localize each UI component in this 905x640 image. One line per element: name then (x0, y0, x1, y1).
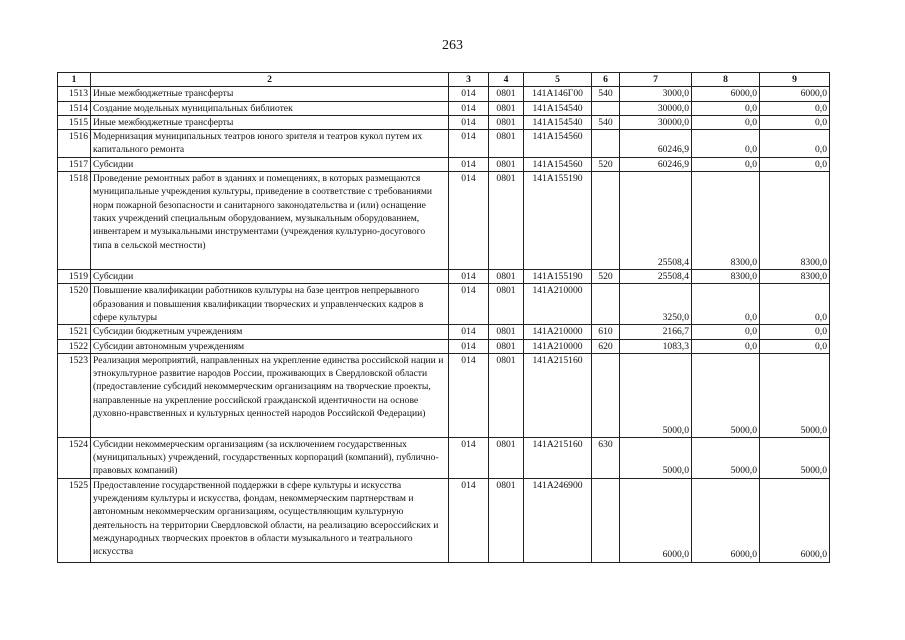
row-description: Субсидии некоммерческим организациям (за исключением государственных (муниципальных) учреждений, государственных корпораций (компаний), публично-правовых компаний) (91, 437, 449, 478)
amount-year-3: 0,0 (760, 130, 830, 158)
target-article-code: 141A154560 (524, 130, 592, 158)
column-header: 5 (524, 73, 592, 87)
row-description: Субсидии автономным учреждениям (91, 339, 449, 353)
column-header: 1 (58, 73, 91, 87)
ministry-code: 014 (449, 353, 489, 437)
section-code: 0801 (489, 130, 524, 158)
section-code: 0801 (489, 437, 524, 478)
amount-year-2: 6000,0 (692, 87, 760, 101)
ministry-code: 014 (449, 87, 489, 101)
row-description: Субсидии бюджетным учреждениям (91, 325, 449, 339)
amount-year-2: 5000,0 (692, 353, 760, 437)
section-code: 0801 (489, 87, 524, 101)
target-article-code: 141A155190 (524, 172, 592, 270)
target-article-code: 141A154540 (524, 115, 592, 129)
section-code: 0801 (489, 270, 524, 284)
amount-year-2: 6000,0 (692, 478, 760, 562)
target-article-code: 141A155190 (524, 270, 592, 284)
target-article-code: 141A210000 (524, 284, 592, 325)
amount-year-3: 0,0 (760, 284, 830, 325)
target-article-code: 141A246900 (524, 478, 592, 562)
ministry-code: 014 (449, 325, 489, 339)
row-description: Создание модельных муниципальных библиотек (91, 101, 449, 115)
section-code: 0801 (489, 478, 524, 562)
row-number: 1513 (58, 87, 91, 101)
row-number: 1515 (58, 115, 91, 129)
row-description: Модернизация муниципальных театров юного зрителя и театров кукол путем их капитального ремонта (91, 130, 449, 158)
amount-year-1: 30000,0 (620, 115, 692, 129)
section-code: 0801 (489, 353, 524, 437)
column-header: 3 (449, 73, 489, 87)
amount-year-2: 0,0 (692, 339, 760, 353)
target-article-code: 141A210000 (524, 325, 592, 339)
section-code: 0801 (489, 157, 524, 171)
row-description: Иные межбюджетные трансферты (91, 115, 449, 129)
section-code: 0801 (489, 172, 524, 270)
target-article-code: 141A154560 (524, 157, 592, 171)
table-row (58, 325, 830, 339)
column-header: 9 (760, 73, 830, 87)
row-number: 1517 (58, 157, 91, 171)
amount-year-3: 0,0 (760, 339, 830, 353)
expense-type-code (592, 101, 620, 115)
ministry-code: 014 (449, 284, 489, 325)
amount-year-3: 0,0 (760, 157, 830, 171)
expense-type-code (592, 284, 620, 325)
ministry-code: 014 (449, 339, 489, 353)
amount-year-1: 25508,4 (620, 172, 692, 270)
row-description: Иные межбюджетные трансферты (91, 87, 449, 101)
amount-year-2: 0,0 (692, 325, 760, 339)
section-code: 0801 (489, 115, 524, 129)
ministry-code: 014 (449, 172, 489, 270)
amount-year-3: 6000,0 (760, 478, 830, 562)
expense-type-code (592, 172, 620, 270)
column-header: 7 (620, 73, 692, 87)
amount-year-3: 5000,0 (760, 353, 830, 437)
expense-type-code: 520 (592, 157, 620, 171)
row-description: Реализация мероприятий, направленных на укрепление единства российской нации и этнокультурное развитие народов России, проживающих в Свердловской области (предоставление субсидий некоммерческим организациям на творческие проекты, направленные на укрепление российской гражданской идентичности на основе духовно-нравственных и культурных ценностей народов Российской Федерации) (91, 353, 449, 437)
target-article-code: 141A146Г00 (524, 87, 592, 101)
table-row (58, 101, 830, 115)
column-header: 6 (592, 73, 620, 87)
expense-type-code (592, 353, 620, 437)
ministry-code: 014 (449, 478, 489, 562)
section-code: 0801 (489, 284, 524, 325)
ministry-code: 014 (449, 115, 489, 129)
column-header: 4 (489, 73, 524, 87)
amount-year-1: 5000,0 (620, 353, 692, 437)
amount-year-2: 8300,0 (692, 270, 760, 284)
table-header-row (58, 73, 830, 87)
table-row (58, 157, 830, 171)
amount-year-2: 5000,0 (692, 437, 760, 478)
row-number: 1516 (58, 130, 91, 158)
ministry-code: 014 (449, 270, 489, 284)
expense-type-code: 630 (592, 437, 620, 478)
amount-year-3: 6000,0 (760, 87, 830, 101)
target-article-code: 141A215160 (524, 353, 592, 437)
amount-year-2: 8300,0 (692, 172, 760, 270)
amount-year-1: 3250,0 (620, 284, 692, 325)
row-number: 1514 (58, 101, 91, 115)
table-row (58, 115, 830, 129)
amount-year-2: 0,0 (692, 115, 760, 129)
row-number: 1519 (58, 270, 91, 284)
column-header: 8 (692, 73, 760, 87)
table-row (58, 339, 830, 353)
table-row (58, 87, 830, 101)
column-header: 2 (91, 73, 449, 87)
expense-type-code (592, 130, 620, 158)
ministry-code: 014 (449, 437, 489, 478)
row-description: Субсидии (91, 270, 449, 284)
amount-year-3: 0,0 (760, 115, 830, 129)
amount-year-1: 60246,9 (620, 157, 692, 171)
target-article-code: 141A210000 (524, 339, 592, 353)
amount-year-3: 5000,0 (760, 437, 830, 478)
budget-table (57, 72, 830, 563)
amount-year-2: 0,0 (692, 157, 760, 171)
row-number: 1522 (58, 339, 91, 353)
amount-year-1: 25508,4 (620, 270, 692, 284)
ministry-code: 014 (449, 157, 489, 171)
expense-type-code: 620 (592, 339, 620, 353)
row-number: 1521 (58, 325, 91, 339)
expense-type-code: 520 (592, 270, 620, 284)
target-article-code: 141A215160 (524, 437, 592, 478)
amount-year-2: 0,0 (692, 130, 760, 158)
ministry-code: 014 (449, 130, 489, 158)
target-article-code: 141A154540 (524, 101, 592, 115)
amount-year-1: 6000,0 (620, 478, 692, 562)
expense-type-code: 610 (592, 325, 620, 339)
amount-year-3: 0,0 (760, 101, 830, 115)
amount-year-1: 2166,7 (620, 325, 692, 339)
table-row (58, 270, 830, 284)
page-number: 263 (442, 38, 463, 53)
amount-year-3: 8300,0 (760, 270, 830, 284)
amount-year-1: 1083,3 (620, 339, 692, 353)
row-description: Субсидии (91, 157, 449, 171)
table-row (58, 172, 830, 270)
expense-type-code (592, 478, 620, 562)
table-row (58, 437, 830, 478)
row-number: 1523 (58, 353, 91, 437)
ministry-code: 014 (449, 101, 489, 115)
amount-year-3: 8300,0 (760, 172, 830, 270)
amount-year-2: 0,0 (692, 101, 760, 115)
row-description: Предоставление государственной поддержки в сфере культуры и искусства учреждениям культуры и искусства, фондам, некоммерческим партнерствам и автономным некоммерческим организациям, осуществляющим культурную деятельность на территории Свердловской области, на реализацию всероссийских и международных творческих проектов в области музыкального и театрального искусства (91, 478, 449, 562)
row-number: 1524 (58, 437, 91, 478)
row-description: Проведение ремонтных работ в зданиях и помещениях, в которых размещаются муниципальные учреждения культуры, приведение в соответствие с требованиями норм пожарной безопасности и санитарного законодательства и (или) оснащение таких учреждений специальным оборудованием, музыкальным оборудованием, инвентарем и музыкальными инструментами (учреждения культурно-досугового типа в сельской местности) (91, 172, 449, 270)
section-code: 0801 (489, 325, 524, 339)
row-description: Повышение квалификации работников культуры на базе центров непрерывного образования и повышения квалификации творческих и управленческих кадров в сфере культуры (91, 284, 449, 325)
amount-year-2: 0,0 (692, 284, 760, 325)
row-number: 1520 (58, 284, 91, 325)
expense-type-code: 540 (592, 87, 620, 101)
amount-year-1: 5000,0 (620, 437, 692, 478)
amount-year-3: 0,0 (760, 325, 830, 339)
table-row (58, 353, 830, 437)
amount-year-1: 60246,9 (620, 130, 692, 158)
table-row (58, 130, 830, 158)
section-code: 0801 (489, 339, 524, 353)
row-number: 1518 (58, 172, 91, 270)
table-row (58, 284, 830, 325)
section-code: 0801 (489, 101, 524, 115)
amount-year-1: 30000,0 (620, 101, 692, 115)
expense-type-code: 540 (592, 115, 620, 129)
amount-year-1: 3000,0 (620, 87, 692, 101)
row-number: 1525 (58, 478, 91, 562)
table-row (58, 478, 830, 562)
